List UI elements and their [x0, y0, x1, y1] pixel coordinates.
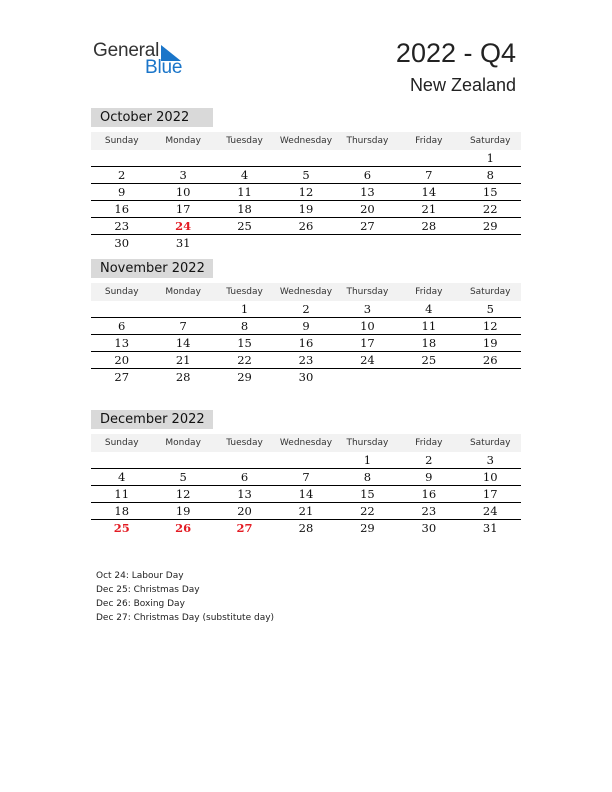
- weekday-label: Tuesday: [226, 287, 263, 297]
- day-cell: 21: [421, 202, 437, 216]
- day-cell: 1: [363, 453, 372, 467]
- weekday-label: Wednesday: [279, 136, 333, 146]
- day-cell: 14: [421, 185, 437, 199]
- day-cell: [398, 150, 459, 166]
- day-cell: [152, 150, 213, 166]
- day-cell: [214, 150, 275, 166]
- day-cell: 22: [237, 353, 252, 367]
- day-cell: 9: [302, 319, 310, 333]
- logo-text-blue: Blue: [145, 57, 183, 78]
- day-cell: 12: [175, 487, 191, 501]
- day-cell: 9: [425, 470, 433, 484]
- logo-text-general: General: [93, 40, 160, 61]
- day-cell: 20: [237, 504, 252, 518]
- day-cell: 4: [118, 470, 126, 484]
- day-cell: 25: [421, 353, 437, 367]
- day-cell: [460, 369, 521, 385]
- weekday-header: [91, 132, 521, 150]
- day-cell: 13: [114, 336, 130, 350]
- week-row: [91, 301, 521, 318]
- day-cell: 7: [302, 470, 310, 484]
- day-cell: 16: [114, 202, 130, 216]
- day-cell: 16: [298, 336, 314, 350]
- day-cell: 17: [360, 336, 375, 350]
- weekday-label: Tuesday: [226, 136, 263, 146]
- weekday-header: [91, 283, 521, 301]
- weekday-label: Wednesday: [279, 438, 333, 448]
- day-cell: 17: [175, 202, 191, 216]
- page-title: 2022 - Q4: [395, 38, 516, 68]
- week-row: [91, 201, 521, 218]
- weekday-label: Monday: [165, 438, 201, 448]
- month-label: October 2022: [91, 108, 213, 127]
- day-cell: 30: [114, 236, 130, 250]
- weekday-header: [91, 434, 521, 452]
- day-cell: 6: [363, 168, 372, 182]
- day-cell: 19: [482, 336, 498, 350]
- day-cell: 28: [175, 370, 191, 384]
- holiday-note: Dec 25: Christmas Day: [96, 585, 200, 595]
- day-cell: 11: [237, 185, 252, 199]
- day-cell: 25: [113, 521, 130, 535]
- day-cell: 11: [114, 487, 130, 501]
- week-row: [91, 469, 521, 486]
- day-cell: [152, 452, 213, 468]
- day-cell: 5: [302, 168, 310, 182]
- weekday-label: Monday: [165, 136, 201, 146]
- weekday-label: Friday: [415, 136, 443, 146]
- week-row: [91, 352, 521, 369]
- day-cell: 21: [175, 353, 191, 367]
- day-cell: 10: [482, 470, 498, 484]
- day-cell: 2: [302, 302, 310, 316]
- day-cell: 10: [175, 185, 191, 199]
- day-cell: 31: [175, 236, 191, 250]
- week-row: [91, 369, 521, 385]
- day-cell: 2: [118, 168, 126, 182]
- day-cell: 27: [114, 370, 130, 384]
- day-cell: 22: [360, 504, 375, 518]
- weekday-label: Saturday: [469, 287, 511, 297]
- day-cell: [275, 452, 336, 468]
- day-cell: 5: [179, 470, 187, 484]
- holiday-note: Oct 24: Labour Day: [96, 571, 184, 581]
- day-cell: [91, 150, 152, 166]
- day-cell: [337, 235, 398, 251]
- day-cell: 8: [240, 319, 249, 333]
- weekday-label: Sunday: [104, 438, 139, 448]
- day-cell: 22: [482, 202, 498, 216]
- day-cell: 18: [237, 202, 252, 216]
- day-cell: 23: [421, 504, 437, 518]
- day-cell: 31: [482, 521, 498, 535]
- month-december: [91, 410, 521, 536]
- week-row: [91, 150, 521, 167]
- weekday-label: Sunday: [104, 136, 139, 146]
- day-cell: [91, 301, 152, 317]
- day-cell: 14: [175, 336, 191, 350]
- week-row: [91, 318, 521, 335]
- week-row: [91, 503, 521, 520]
- week-row: [91, 218, 521, 235]
- day-cell: 7: [179, 319, 187, 333]
- day-cell: [398, 369, 459, 385]
- day-cell: 8: [363, 470, 372, 484]
- day-cell: 5: [486, 302, 494, 316]
- day-cell: 20: [114, 353, 130, 367]
- day-cell: 15: [237, 336, 252, 350]
- weekday-label: Thursday: [346, 287, 389, 297]
- weekday-label: Tuesday: [226, 438, 263, 448]
- day-cell: 8: [486, 168, 494, 182]
- holiday-note: Dec 26: Boxing Day: [96, 599, 185, 609]
- day-cell: [91, 452, 152, 468]
- day-cell: [152, 301, 213, 317]
- week-row: [91, 486, 521, 503]
- day-cell: 24: [360, 353, 375, 367]
- day-cell: 29: [482, 219, 498, 233]
- day-cell: 15: [482, 185, 498, 199]
- day-cell: 12: [298, 185, 314, 199]
- day-cell: 9: [118, 185, 126, 199]
- day-cell: 29: [237, 370, 252, 384]
- week-row: [91, 520, 521, 536]
- month-october: [91, 108, 521, 251]
- generalblue-logo: [93, 40, 203, 80]
- week-row: [91, 335, 521, 352]
- day-cell: 4: [240, 168, 249, 182]
- day-cell: 10: [360, 319, 375, 333]
- country-name: New Zealand: [409, 75, 516, 95]
- day-cell: 26: [482, 353, 498, 367]
- day-cell: 27: [236, 521, 253, 535]
- day-cell: 24: [175, 219, 192, 233]
- day-cell: 20: [360, 202, 375, 216]
- day-cell: [214, 235, 275, 251]
- weekday-label: Friday: [415, 438, 443, 448]
- weekday-label: Sunday: [104, 287, 139, 297]
- week-row: [91, 167, 521, 184]
- day-cell: 2: [425, 453, 433, 467]
- day-cell: 30: [298, 370, 314, 384]
- day-cell: 26: [175, 521, 192, 535]
- day-cell: [214, 452, 275, 468]
- weekday-label: Friday: [415, 287, 443, 297]
- day-cell: [398, 235, 459, 251]
- week-row: [91, 235, 521, 251]
- day-cell: 14: [298, 487, 314, 501]
- day-cell: 3: [363, 302, 372, 316]
- day-cell: [460, 235, 521, 251]
- day-cell: 21: [298, 504, 314, 518]
- day-cell: [275, 150, 336, 166]
- day-cell: 23: [298, 353, 314, 367]
- day-cell: 4: [425, 302, 433, 316]
- month-november: [91, 259, 521, 385]
- day-cell: 18: [421, 336, 437, 350]
- day-cell: 3: [179, 168, 187, 182]
- day-cell: 17: [482, 487, 498, 501]
- week-row: [91, 184, 521, 201]
- weekday-label: Thursday: [346, 438, 389, 448]
- week-row: [91, 452, 521, 469]
- day-cell: 6: [240, 470, 249, 484]
- day-cell: 7: [425, 168, 433, 182]
- weekday-label: Saturday: [469, 438, 511, 448]
- month-label: November 2022: [91, 259, 213, 278]
- holiday-note: Dec 27: Christmas Day (substitute day): [96, 613, 275, 623]
- day-cell: 1: [486, 151, 494, 165]
- day-cell: 18: [114, 504, 130, 518]
- day-cell: 29: [360, 521, 375, 535]
- day-cell: 25: [237, 219, 252, 233]
- holiday-notes: [96, 569, 274, 625]
- day-cell: 1: [240, 302, 249, 316]
- day-cell: 13: [360, 185, 375, 199]
- day-cell: 24: [482, 504, 498, 518]
- day-cell: [337, 369, 398, 385]
- weekday-label: Wednesday: [279, 287, 333, 297]
- day-cell: 3: [486, 453, 494, 467]
- weekday-label: Monday: [165, 287, 201, 297]
- weekday-label: Thursday: [346, 136, 389, 146]
- day-cell: 15: [360, 487, 375, 501]
- day-cell: [337, 150, 398, 166]
- day-cell: 28: [298, 521, 314, 535]
- day-cell: 13: [237, 487, 252, 501]
- day-cell: 11: [421, 319, 437, 333]
- month-label: December 2022: [91, 410, 213, 429]
- day-cell: 19: [298, 202, 314, 216]
- weekday-label: Saturday: [469, 136, 511, 146]
- day-cell: 30: [421, 521, 437, 535]
- day-cell: [275, 235, 336, 251]
- day-cell: 23: [114, 219, 130, 233]
- day-cell: 16: [421, 487, 437, 501]
- day-cell: 19: [175, 504, 191, 518]
- day-cell: 12: [482, 319, 498, 333]
- day-cell: 28: [421, 219, 437, 233]
- day-cell: 6: [118, 319, 126, 333]
- day-cell: 27: [360, 219, 375, 233]
- day-cell: 26: [298, 219, 314, 233]
